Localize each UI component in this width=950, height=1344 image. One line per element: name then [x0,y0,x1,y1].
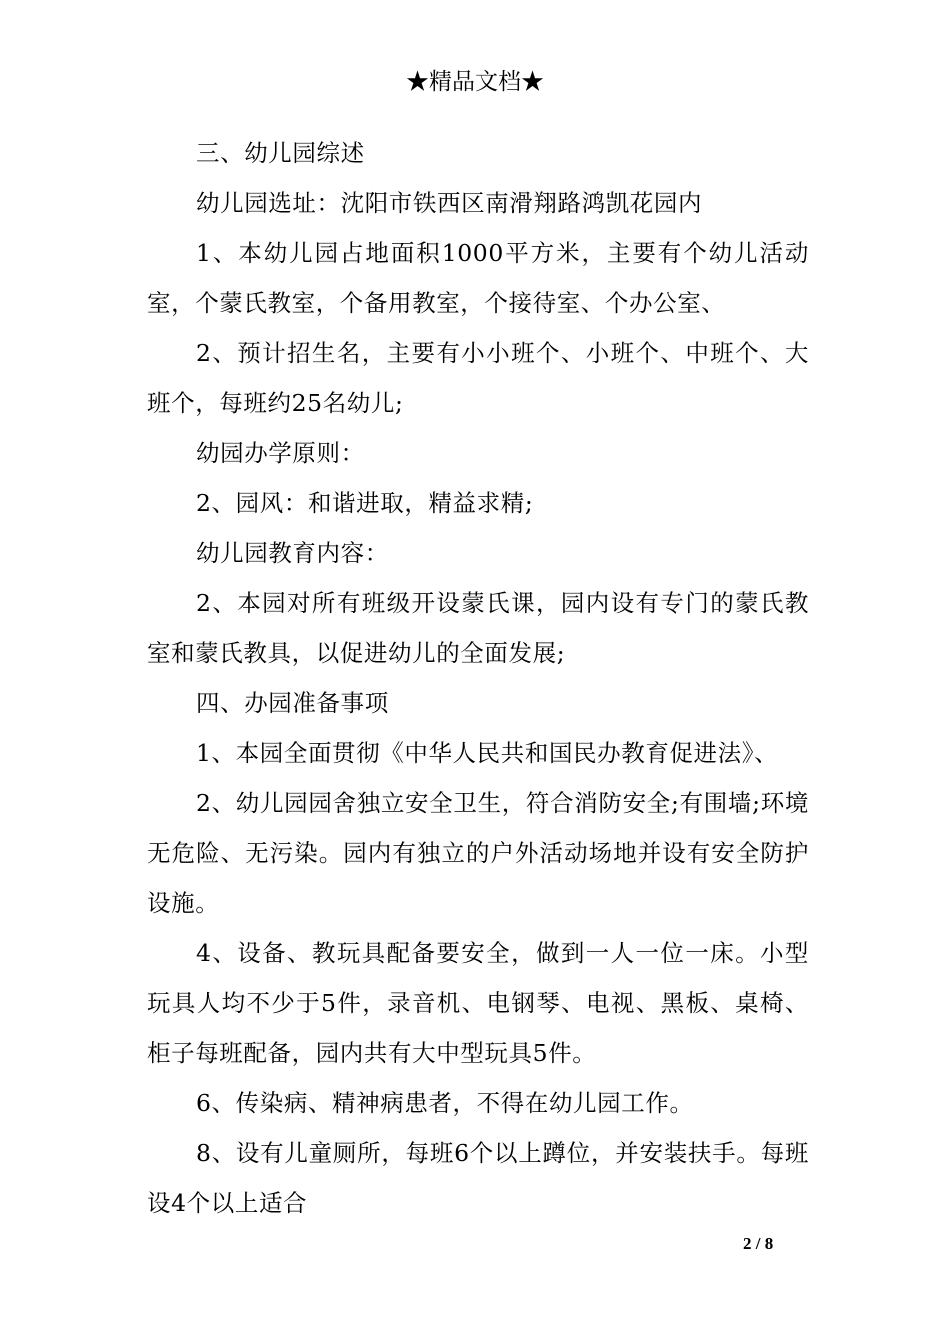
paragraph-enrollment: 2、预计招生名，主要有小小班个、小班个、中班个、大班个，每班约25名幼儿; [147,339,809,417]
paragraph-principles-heading: 幼园办学原则： [196,439,365,467]
paragraph-toilets: 8、设有儿童厕所，每班6个以上蹲位，并安装扶手。每班设4个以上适合 [147,1139,809,1217]
paragraph-school-spirit: 2、园风：和谐进取，精益求精; [196,489,534,517]
paragraph-education-heading: 幼儿园教育内容： [196,539,389,567]
paragraph-equipment: 4、设备、教玩具配备要安全，做到一人一位一床。小型玩具人均不少于5件，录音机、电钢琴、电视、黑板、桌椅、柜子每班配备，园内共有大中型玩具5件。 [147,939,809,1067]
paragraph-montessori: 2、本园对所有班级开设蒙氏课，园内设有专门的蒙氏教室和蒙氏教具，以促进幼儿的全面发展; [147,589,809,667]
document-body [147,128,809,1228]
section-heading-preparation: 四、办园准备事项 [196,689,389,717]
paragraph-safety: 2、幼儿园园舍独立安全卫生，符合消防安全;有围墙;环境无危险、无污染。园内有独立的户外活动场地并设有安全防护设施。 [147,789,809,917]
page-number: 2 / 8 [743,1234,774,1253]
document-header: ★精品文档★ [406,69,544,95]
paragraph-staff-health: 6、传染病、精神病患者，不得在幼儿园工作。 [196,1089,694,1117]
paragraph-law: 1、本园全面贯彻《中华人民共和国民办教育促进法》、 [196,739,779,767]
paragraph-location: 幼儿园选址：沈阳市铁西区南滑翔路鸿凯花园内 [196,189,703,217]
section-heading-overview: 三、幼儿园综述 [196,139,365,167]
paragraph-area: 1、本幼儿园占地面积1000平方米，主要有个幼儿活动室，个蒙氏教室，个备用教室，个接待室、个办公室、 [147,239,809,317]
